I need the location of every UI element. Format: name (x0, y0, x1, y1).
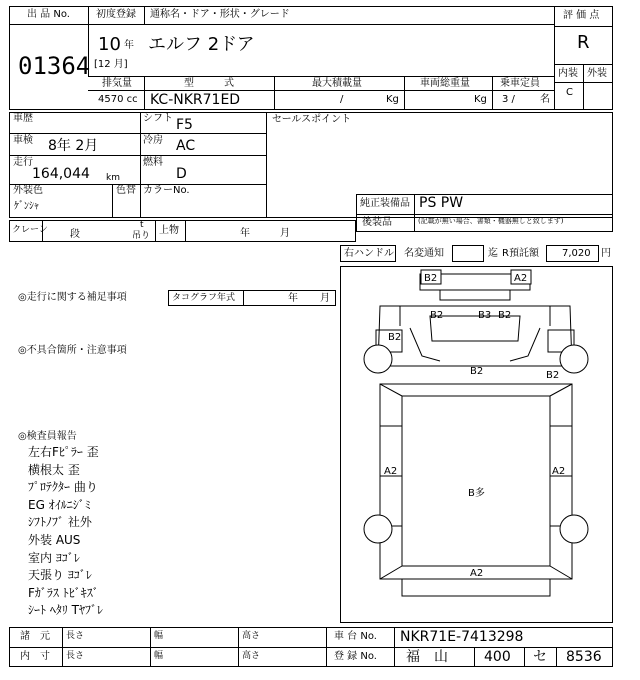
divider (404, 76, 405, 110)
width-label: 幅 (154, 651, 164, 661)
disp-label: 排気量 (102, 78, 132, 89)
length-label: 長さ (66, 651, 85, 661)
model-label: 通称名・ドア・形状・グレード (150, 9, 290, 20)
r-odo-value: 7,020 (562, 248, 591, 259)
divider (326, 627, 327, 667)
divider (140, 112, 141, 218)
fuel-label: 燃料 (143, 157, 163, 168)
divider (150, 627, 151, 667)
r-odo-label: R預託額 (502, 248, 539, 259)
crane-t: t (140, 220, 144, 230)
lot-number: 01364 (18, 52, 91, 80)
type-label: 型 式 (184, 78, 234, 89)
exterior-label: 外装 (587, 68, 607, 79)
divider (266, 112, 267, 218)
history-label: 車歴 (13, 113, 33, 124)
inner-label: 内 寸 (20, 651, 50, 662)
lot-label: 出 品 No. (27, 9, 70, 20)
maxload-label: 最大積載量 (312, 78, 362, 89)
color-code-label: カラーNo. (143, 185, 190, 196)
km-unit: km (106, 173, 120, 183)
dash-label: 迄 (488, 248, 498, 259)
crane-row (9, 220, 356, 242)
divider (9, 647, 613, 648)
divider (9, 155, 266, 156)
interior-label: 内装 (558, 68, 578, 79)
crane-lift: 吊り (132, 231, 151, 241)
tacho-month: 月 (320, 293, 330, 304)
crane-label: クレーン (12, 225, 48, 235)
report-line: ｼﾌﾄﾉﾌﾞ 社外 (28, 515, 92, 530)
damage-mark: B2 (388, 332, 402, 343)
report-line: 室内 ﾖｺﾞﾚ (28, 550, 80, 565)
damage-mark: A2 (552, 466, 566, 477)
capacity-unit: 名 (540, 94, 550, 105)
fuel-value: D (176, 166, 187, 182)
damage-mark: A2 (470, 568, 484, 579)
divider (474, 647, 475, 667)
damage-mark: B2 (430, 310, 444, 321)
reg-month: [12 月] (94, 59, 128, 70)
divider (554, 82, 613, 83)
damage-mark: A2 (514, 273, 528, 284)
reg-year: 10 (98, 34, 121, 55)
color-change-label: 色替 (116, 185, 136, 196)
report-line: EG ｵｲﾙﾆｼﾞﾐ (28, 497, 91, 512)
damage-mark: B2 (546, 370, 560, 381)
divider (524, 647, 525, 667)
sales-point-label: セールスポイント (272, 114, 352, 125)
capacity-value: 3 / (502, 94, 515, 105)
report-line: 横根太 歪 (28, 462, 80, 477)
shift-value: F5 (176, 117, 193, 133)
mount-year: 年 (240, 228, 250, 239)
plate-class: 400 (484, 649, 511, 665)
divider (144, 76, 145, 110)
wheel-icon (560, 515, 588, 543)
height-label: 高さ (242, 651, 261, 661)
inspection-value: 8年 2月 (48, 138, 99, 154)
kg-unit: Kg (386, 94, 399, 105)
divider (394, 627, 395, 667)
divider (414, 194, 415, 232)
divider (88, 90, 554, 91)
divider (356, 214, 613, 215)
yen-unit: 円 (601, 248, 611, 259)
inspector-title: ◎検査員報告 (18, 431, 77, 442)
divider (583, 64, 584, 110)
aftermarket-note: (記載が無い場合、書類・機器無しと致します) (418, 217, 564, 225)
mount-label: 上物 (159, 225, 179, 236)
divider (9, 133, 266, 134)
divider (185, 220, 186, 242)
mount-month: 月 (280, 228, 290, 239)
plate-area: 福 山 (406, 649, 448, 665)
divider (243, 290, 244, 306)
damage-mark: A2 (384, 466, 398, 477)
wheel-icon (364, 345, 392, 373)
width-label: 幅 (154, 631, 164, 641)
options-label: 純正装備品 (360, 198, 410, 209)
ac-label: 冷房 (143, 135, 163, 146)
divider (144, 6, 145, 24)
mileage-label: 走行 (13, 157, 33, 168)
damage-mark: B3 (478, 310, 492, 321)
shift-label: シフト (143, 113, 173, 124)
divider (556, 647, 557, 667)
plate-kana: セ (533, 649, 547, 665)
tacho-label: タコグラフ年式 (172, 293, 236, 303)
displacement: 4570 cc (98, 94, 138, 105)
divider (9, 24, 554, 25)
capacity-label: 乗車定員 (500, 78, 540, 89)
car-name: エルフ 2ドア (148, 34, 255, 55)
aftermarket-label: 後装品 (362, 217, 392, 228)
interior-grade: C (566, 87, 573, 98)
divider (155, 220, 156, 242)
crane-stage: 段 (70, 229, 80, 240)
plate-label: 登 録 No. (334, 651, 377, 662)
divider (492, 76, 493, 110)
mileage-value: 164,044 (32, 166, 90, 182)
truck-outline (376, 274, 574, 596)
divider (274, 76, 275, 110)
divider (88, 76, 554, 77)
plate-number: 8536 (566, 649, 602, 665)
name-change-label: 名変通知 (404, 248, 444, 259)
wheel-icon (364, 515, 392, 543)
truck-damage-diagram (340, 266, 613, 623)
color-label: 外装色 (13, 185, 43, 196)
year-unit: 年 (124, 40, 134, 51)
driving-notes-title: ◎走行に関する補足事項 (18, 292, 127, 303)
inspection-label: 車検 (13, 135, 33, 146)
divider (238, 627, 239, 667)
damage-mark: B2 (470, 366, 484, 377)
damage-mark: B2 (424, 273, 438, 284)
chassis-label: 車 台 No. (334, 631, 377, 642)
report-line: ｼｰﾄ ﾍﾀﾘ Tﾔﾌﾞﾚ (28, 603, 103, 618)
tacho-year: 年 (288, 293, 298, 304)
report-line: 天張り ﾖｺﾞﾚ (28, 568, 92, 583)
score-label: 評 価 点 (563, 10, 600, 21)
divider (62, 627, 63, 667)
report-line: 外装 AUS (28, 532, 81, 547)
gvw-label: 車両総重量 (420, 78, 470, 89)
chassis-number: NKR71E-7413298 (400, 629, 524, 645)
length-label: 長さ (66, 631, 85, 641)
damage-mark: B2 (498, 310, 512, 321)
wheel-icon (560, 345, 588, 373)
divider (554, 26, 613, 27)
reg-label: 初度登録 (96, 9, 136, 20)
height-label: 高さ (242, 631, 261, 641)
kg-unit: Kg (474, 94, 487, 105)
score: R (577, 32, 590, 53)
report-line: 左右Fﾋﾟﾗｰ 歪 (28, 445, 99, 459)
damage-mark: B多 (468, 488, 485, 499)
color-value: ｹﾞﾝｼｬ (14, 201, 39, 212)
report-line: Fｶﾞﾗｽ ﾄﾋﾞｷｽﾞ (28, 585, 99, 600)
defect-title: ◎不具合箇所・注意事項 (18, 345, 127, 356)
inspector-report (28, 446, 103, 622)
divider (554, 6, 555, 110)
divider (112, 184, 113, 218)
maxload-value: / (340, 94, 344, 105)
name-change-box (452, 245, 484, 262)
options-value: PS PW (419, 195, 464, 211)
report-line: ﾌﾟﾛﾃｸﾀｰ 曲り (28, 480, 98, 495)
spec-label: 諸 元 (20, 631, 50, 642)
handle-label: 右ハンドル (344, 248, 394, 259)
model-code: KC-NKR71ED (150, 92, 241, 108)
ac-value: AC (176, 138, 196, 154)
divider (9, 184, 266, 185)
